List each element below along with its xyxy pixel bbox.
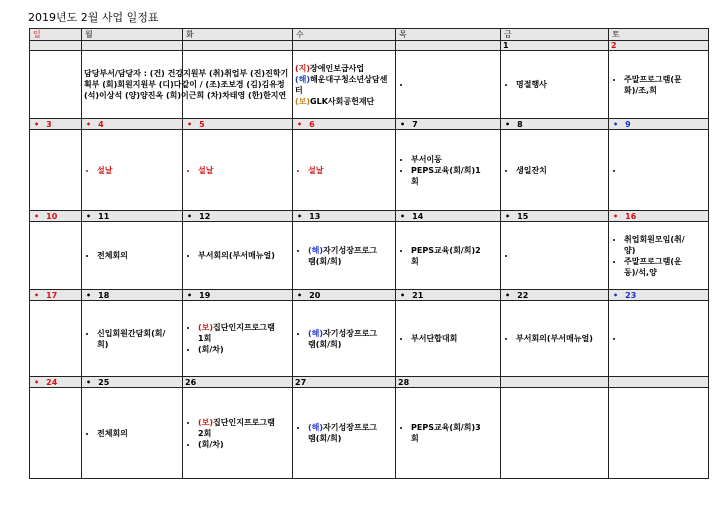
date-cell [609, 377, 709, 388]
weekday-friday: 금 [501, 29, 609, 41]
date-cell: 26 [183, 377, 293, 388]
date-cell: • 13 [293, 211, 396, 222]
list-item: • (회/차) [198, 344, 290, 355]
event-cell [501, 222, 609, 290]
event-cell [396, 222, 501, 290]
date-cell [82, 41, 183, 51]
date-row [30, 290, 709, 301]
list-item [516, 250, 606, 261]
event-cell [609, 51, 709, 119]
date-cell: • 23 [609, 290, 709, 301]
date-cell: 1 [501, 41, 609, 51]
event-cell [609, 130, 709, 211]
list-item: • (회/차) [198, 439, 290, 450]
event-cell [30, 301, 82, 377]
event-cell [501, 388, 609, 479]
list-item: • 설날 [308, 165, 393, 176]
calendar-table [29, 28, 709, 479]
list-item: • 설날 [198, 165, 290, 176]
date-cell: • 22 [501, 290, 609, 301]
event-cell [183, 388, 293, 479]
list-item: • PEPS교육(회/희)3 회 [411, 422, 498, 444]
date-cell: • 21 [396, 290, 501, 301]
weekday-header-row [30, 29, 709, 41]
event-cell [82, 222, 183, 290]
list-item: • 주말프로그램(운 동)/석,양 [624, 256, 706, 278]
date-cell: • 25 [82, 377, 183, 388]
event-cell [82, 301, 183, 377]
date-row [30, 211, 709, 222]
list-item: • 취업회원모임(취/ 양) [624, 234, 706, 256]
event-cell [293, 130, 396, 211]
date-cell: • 9 [609, 119, 709, 130]
event-cell [30, 388, 82, 479]
list-item [411, 79, 498, 90]
program-legend-cell [293, 51, 396, 119]
page-title: 2019년도 2월 사업 일정표 [28, 11, 159, 24]
event-cell [609, 301, 709, 377]
list-item: • 부서회의(부서매뉴얼) [198, 250, 290, 261]
event-cell [396, 51, 501, 119]
list-item: • 부서단합대회 [411, 333, 498, 344]
event-row [30, 301, 709, 377]
date-cell: • 20 [293, 290, 396, 301]
event-cell [183, 222, 293, 290]
weekday-sunday: 일 [30, 29, 82, 41]
date-cell: • 17 [30, 290, 82, 301]
date-cell: • 8 [501, 119, 609, 130]
list-item: • 신입회원간담회(회/ 희) [97, 328, 180, 350]
list-item: • (해)자기성장프로그 램(회/희) [308, 245, 393, 267]
list-item: • 전체회의 [97, 428, 180, 439]
list-item: • 부서이동 [411, 154, 498, 165]
event-cell [609, 388, 709, 479]
date-cell: • 15 [501, 211, 609, 222]
date-cell: • 12 [183, 211, 293, 222]
date-cell [183, 41, 293, 51]
date-cell [293, 41, 396, 51]
event-row [30, 388, 709, 479]
list-item: • 전체회의 [97, 250, 180, 261]
event-cell [293, 222, 396, 290]
event-cell [501, 301, 609, 377]
date-cell [396, 41, 501, 51]
event-cell [293, 301, 396, 377]
date-row [30, 377, 709, 388]
date-cell: • 6 [293, 119, 396, 130]
event-cell [501, 51, 609, 119]
staff-legend-cell [82, 51, 289, 119]
date-cell: • 5 [183, 119, 293, 130]
date-cell: • 16 [609, 211, 709, 222]
list-item [624, 165, 706, 176]
date-cell: • 19 [183, 290, 293, 301]
list-item: • (해)자기성장프로그 램(회/희) [308, 422, 393, 444]
list-item: • 부서회의(부서매뉴얼) [516, 333, 606, 344]
date-row [30, 41, 709, 51]
event-cell [183, 301, 293, 377]
date-cell: 2 [609, 41, 709, 51]
staff-legend-text: 담당부서/담당자 : (건) 건강지원부 (취)취업부 (진)진학기획부 (회)회원지원부 (디)다같이 / (조)조보경 (김)김유정 (석)이상석 (양)양진옥 (희)이근희 (차)차태영 (한)한지연 [84, 69, 289, 100]
event-row [30, 130, 709, 211]
event-cell [30, 130, 82, 211]
date-cell [30, 41, 82, 51]
list-item: • 명절행사 [516, 79, 606, 90]
date-cell: • 7 [396, 119, 501, 130]
event-cell [30, 222, 82, 290]
date-cell: • 11 [82, 211, 183, 222]
list-item: • (보)집단인지프로그램 1회 [198, 322, 290, 344]
legend-item: (해)해운대구청소년상담센터 [295, 74, 388, 95]
list-item: • 주말프로그램(문 화)/조,희 [624, 74, 706, 96]
weekday-monday: 월 [82, 29, 183, 41]
date-cell: • 24 [30, 377, 82, 388]
date-cell: • 14 [396, 211, 501, 222]
list-item: • PEPS교육(회/희)1 회 [411, 165, 498, 187]
event-cell [293, 388, 396, 479]
list-item: • PEPS교육(회/희)2 회 [411, 245, 498, 267]
weekday-wednesday: 수 [293, 29, 396, 41]
list-item: • (보)집단인지프로그램 2회 [198, 417, 290, 439]
event-cell [396, 301, 501, 377]
event-cell [82, 130, 183, 211]
date-cell: • 4 [82, 119, 183, 130]
date-cell: • 18 [82, 290, 183, 301]
legend-item: (지)장애인보급사업 [295, 63, 365, 73]
event-cell [82, 388, 183, 479]
list-item [624, 333, 706, 344]
event-cell [396, 388, 501, 479]
date-cell: • 10 [30, 211, 82, 222]
event-cell [396, 130, 501, 211]
event-cell [30, 51, 82, 119]
list-item: • (해)자기성장프로그 램(회/희) [308, 328, 393, 350]
date-cell: • 3 [30, 119, 82, 130]
weekday-tuesday: 화 [183, 29, 293, 41]
list-item: • 생일잔치 [516, 165, 606, 176]
event-cell [501, 130, 609, 211]
weekday-thursday: 목 [396, 29, 501, 41]
weekday-saturday: 토 [609, 29, 709, 41]
event-cell [183, 130, 293, 211]
event-row [30, 222, 709, 290]
date-cell: 27 [293, 377, 396, 388]
legend-item: (보)GLK사회공헌재단 [295, 96, 375, 106]
event-cell [609, 222, 709, 290]
date-cell: 28 [396, 377, 501, 388]
date-cell [501, 377, 609, 388]
event-row [30, 51, 709, 119]
list-item: • 설날 [97, 165, 180, 176]
date-row [30, 119, 709, 130]
